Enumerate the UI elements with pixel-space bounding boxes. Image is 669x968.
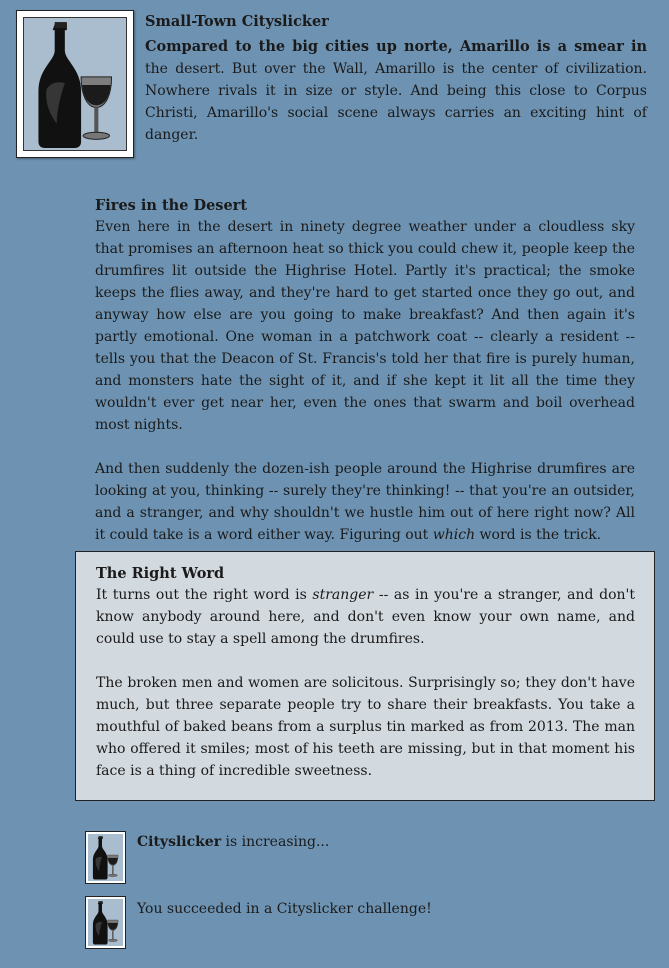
result-paragraph-1: It turns out the right word is stranger -- as in you're a stranger, and don't know anybody around here, and don't even know your own name, and could use to stay a spell among the drumfires.	[96, 587, 635, 647]
notice-text: You succeeded in a Cityslicker challenge!	[137, 901, 432, 917]
result-paragraph-2: The broken men and women are solicitous. Surprisingly so; they don't have much, but three separate people try to share their breakfasts. You take a mouthful of baked beans from a surplus tin marked as from 2013. The man who offered it smiles; most of his teeth are missing, but in that moment his face is a thing of incredible sweetness.	[96, 675, 635, 779]
story-emphasis: which	[432, 527, 476, 543]
quality-change-notice	[85, 831, 645, 885]
result-panel	[75, 551, 655, 801]
story-section	[95, 196, 635, 568]
challenge-success-notice	[85, 896, 645, 950]
story-paragraph-1: Even here in the desert in ninety degree weather under a cloudless sky that promises an afternoon heat so thick you could chew it, people keep the drumfires lit outside the Highrise Hotel. Partly it's practical; the smoke keeps the flies away, and they're hard to get started once they go out, and anyway how else are you going to make breakfast? And then again it's partly emotional. One woman in a patchwork coat -- clearly a resident -- tells you that the Deacon of St. Francis's told her that fire is purely human, and monsters hate the sight of it, and if she kept it lit all the time they wouldn't ever get near her, even the ones that swarm and boil overhead most nights.	[95, 219, 635, 433]
quality-description	[145, 12, 647, 146]
result-title: The Right Word	[96, 565, 225, 582]
story-title: Fires in the Desert	[95, 197, 248, 214]
result-emphasis: stranger	[312, 587, 374, 603]
quality-title: Small-Town Cityslicker	[145, 13, 329, 30]
notice-icon-frame	[85, 831, 126, 884]
quality-image-card	[16, 10, 134, 158]
quality-lead-bold: Compared to the big cities up norte, Amarillo is a smear in	[145, 38, 647, 55]
wine-bottle-and-goblet-icon	[23, 17, 127, 151]
quality-header	[16, 10, 656, 162]
wine-bottle-icon	[88, 834, 123, 881]
notice-quality-name: Cityslicker	[137, 834, 222, 850]
quality-lead	[145, 36, 647, 146]
wine-bottle-icon	[88, 899, 123, 946]
story-paragraph-2: And then suddenly the dozen-ish people around the Highrise drumfires are looking at you, thinking -- surely they're thinking! -- that you're an outsider, and a stranger, and why shouldn't we hustle him out of here right now? All it could take is a word either way. Figuring out which word is the trick.	[95, 461, 635, 543]
quality-lead-rest: the desert. But over the Wall, Amarillo is the center of civilization. Nowhere rivals it in size or style. And being this close to Corpus Christi, Amarillo's social scene always carries an exciting hint of danger.	[145, 61, 647, 143]
notice-text: Cityslicker is increasing...	[137, 834, 330, 850]
notice-icon-frame	[85, 896, 126, 949]
